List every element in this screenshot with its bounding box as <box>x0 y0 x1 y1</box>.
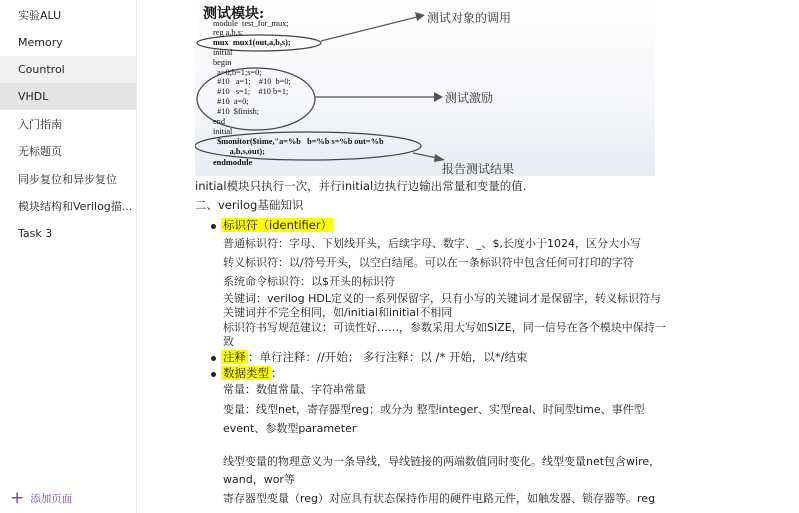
code-line: end <box>213 117 225 126</box>
page-item-task3[interactable]: Task 3 <box>18 227 53 240</box>
identifier-line: 普通标识符：字母、下划线开头，后续字母、数字、_、$,长度小于1024，区分大小写 <box>223 237 641 250</box>
code-line: #10 a=1; #10 b=0; <box>213 77 291 86</box>
code-line: begin <box>213 58 232 67</box>
page-item-untitled[interactable]: 无标题页 <box>18 145 62 158</box>
testbench-figure <box>195 0 655 176</box>
page-item-module-structure[interactable]: 模块结构和Verilog描... <box>18 200 133 213</box>
datatype-line: 变量：线型net，寄存器型reg；或分为 整型integer、实型real、时间型time、事件型 <box>223 403 645 416</box>
code-line: module test_for_mux; <box>213 19 289 28</box>
code-line: #10 a=0; <box>213 97 249 106</box>
bullet-identifier <box>221 218 334 233</box>
figure-title: 测试模块: <box>203 6 265 22</box>
add-page-label: 添加页面 <box>30 493 73 505</box>
code-line: $monitor($time,"a=%b b=%b s=%b out=%b <box>213 137 384 146</box>
code-line: a=0;b=1;s=0; <box>213 68 262 77</box>
page-item-countrol[interactable]: Countrol <box>0 56 136 83</box>
identifier-line: 转义标识符：以/符号开头，以空白结尾。可以在一条标识符中包含任何可打印的字符 <box>223 256 634 269</box>
label-result: 报告测试结果 <box>442 162 515 176</box>
arrow-result-line <box>413 153 437 158</box>
code-line: #10 $finish; <box>213 107 260 116</box>
bullet-dot <box>211 372 216 377</box>
bullet-dot <box>211 356 216 361</box>
datatype-colon: ： <box>271 366 283 380</box>
identifier-line: 致 <box>223 335 234 348</box>
page-item-memory[interactable]: Memory <box>18 36 63 49</box>
code-line: initial <box>213 48 233 57</box>
add-page-button[interactable] <box>10 488 72 508</box>
page-list-sidebar <box>0 0 137 513</box>
code-line: endmodule <box>213 158 253 167</box>
bullet-comment <box>221 350 527 365</box>
arrow-instance-line <box>321 17 417 41</box>
identifier-line: 标识符书写规范建议：可读性好……，参数采用大写如SIZE，同一信号在各个模块中保持一 <box>223 321 666 334</box>
page-content <box>137 0 799 513</box>
datatype-line: event、参数型parameter <box>223 422 357 435</box>
page-item-reset[interactable]: 同步复位和异步复位 <box>18 173 117 186</box>
datatype-line: wand，wor等 <box>223 473 295 486</box>
page-item-vhdl[interactable]: VHDL <box>0 83 136 110</box>
arrow-instance-head <box>415 12 425 21</box>
section-heading: 二、verilog基础知识 <box>195 198 304 212</box>
identifier-line: 关键词并不完全相同，如/initial和initial不相同 <box>223 306 453 319</box>
datatype-line: 常量：数值常量、字符串常量 <box>223 383 366 396</box>
code-line: a,b,s,out); <box>213 147 265 156</box>
bullet-datatype <box>221 366 283 381</box>
label-instance: 测试对象的调用 <box>427 11 512 25</box>
page-item-getting-started[interactable]: 入门指南 <box>18 118 62 131</box>
plus-icon: + <box>10 488 25 508</box>
initial-note: initial模块只执行一次，并行initial边执行边输出常量和变量的值. <box>195 179 527 193</box>
code-line: mux mux1(out,a,b,s); <box>213 38 291 47</box>
code-line: initial <box>213 127 233 136</box>
datatype-highlight: 数据类型 <box>223 366 269 380</box>
datatype-line: 寄存器型变量（reg）对应具有状态保持作用的硬件电路元件，如触发器、锁存器等。reg <box>223 492 656 505</box>
identifier-line: 关键词：verilog HDL定义的一系列保留字，只有小写的关键词才是保留字，转义标识符与 <box>223 292 661 305</box>
identifier-highlight: 标识符（identifier） <box>223 218 333 232</box>
code-line: #10 s=1; #10 b=1; <box>213 87 289 96</box>
label-stimulus: 测试激励 <box>445 91 494 105</box>
datatype-line: 线型变量的物理意义为一条导线，导线链接的两端数值同时变化。线型变量net包含wire， <box>223 455 661 468</box>
code-line: reg a,b,s; <box>213 28 244 37</box>
page-item-alu[interactable]: 实验ALU <box>18 9 62 22</box>
comment-highlight: 注释 <box>223 350 246 364</box>
comment-text: ：单行注释：//开始； 多行注释：以 /* 开始，以*/结束 <box>248 350 528 364</box>
bullet-dot <box>211 224 216 229</box>
identifier-line: 系统命令标识符：以$开头的标识符 <box>223 275 395 288</box>
arrow-stimulus-head <box>434 92 443 102</box>
